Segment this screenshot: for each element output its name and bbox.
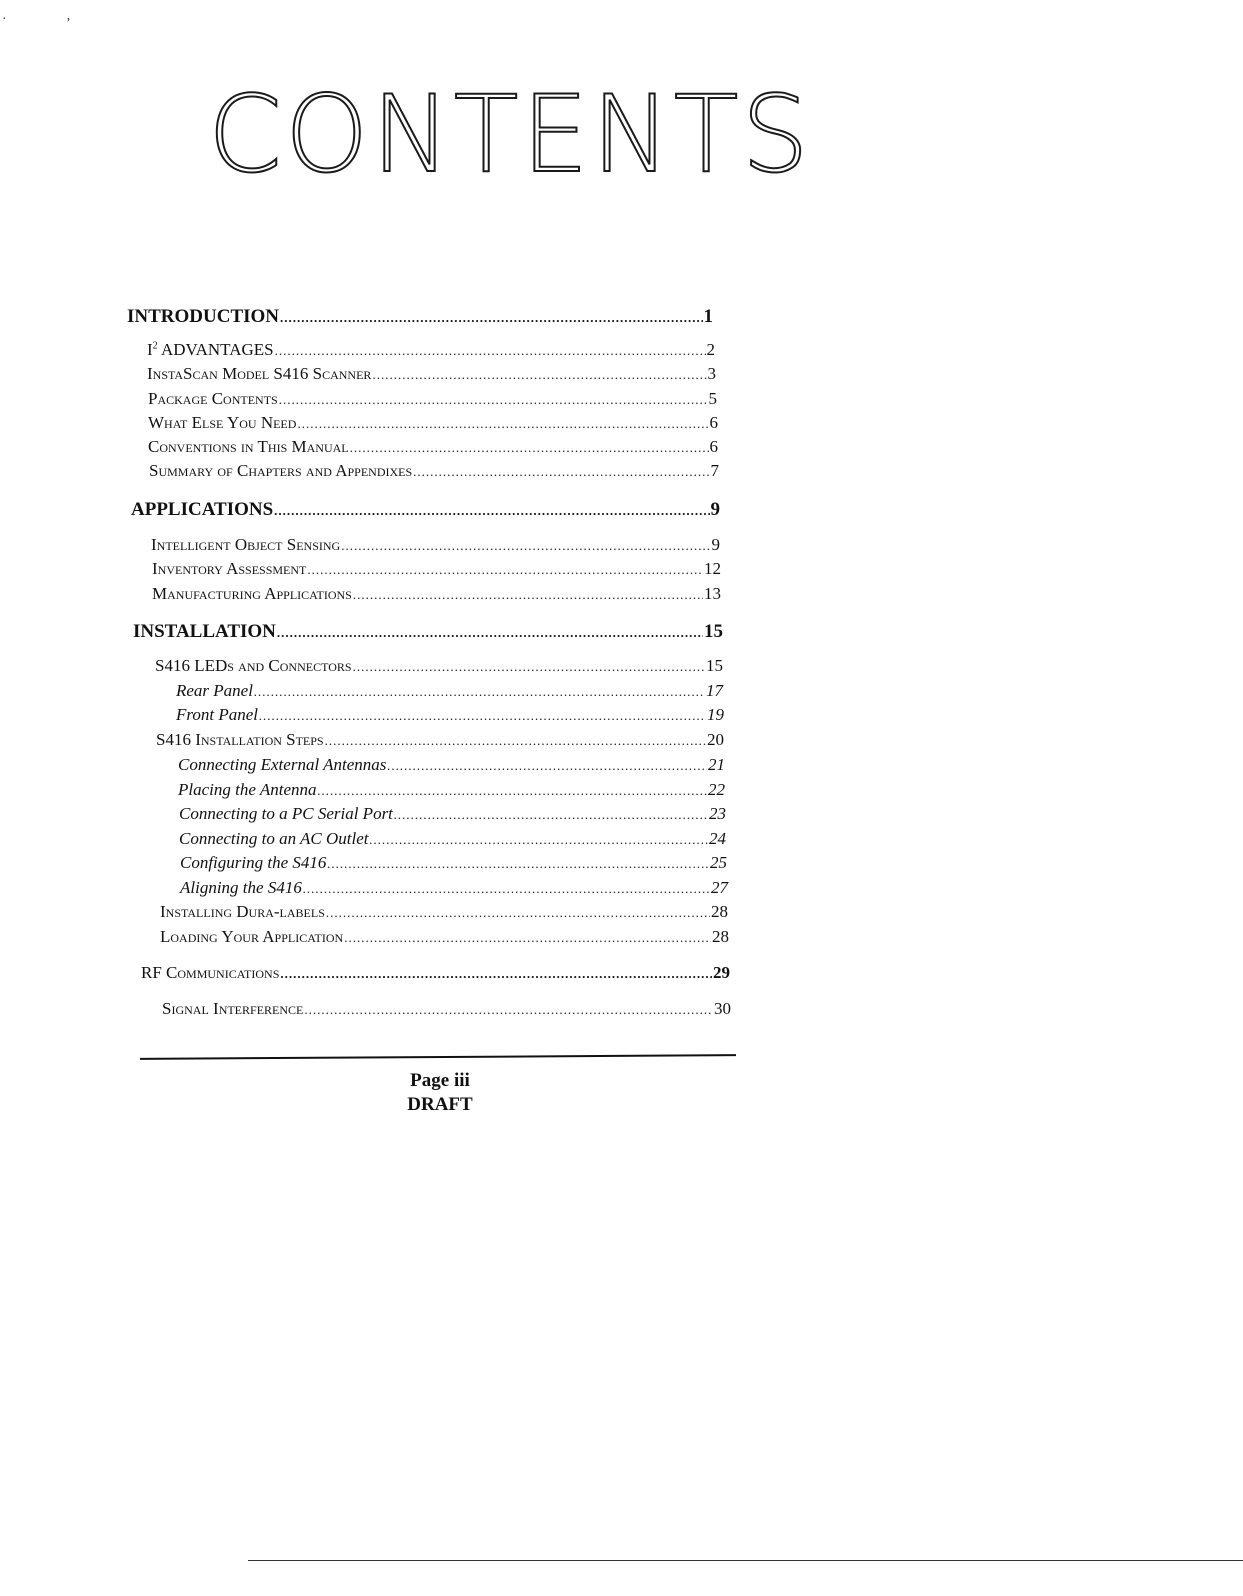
toc-label: Manufacturing Applications — [152, 584, 352, 603]
toc-page-number: 13 — [704, 584, 721, 603]
toc-page-number: 3 — [707, 364, 716, 383]
toc-page-number: 20 — [707, 730, 724, 749]
toc-leader-dots — [325, 733, 706, 749]
toc-label — [147, 340, 274, 360]
toc-label: Front Panel — [176, 705, 258, 724]
toc-page-number: 12 — [704, 559, 721, 578]
toc-section-signal-interference[interactable] — [162, 999, 731, 1019]
toc-page-number: 9 — [711, 535, 720, 554]
toc-label: INSTALLATION — [133, 621, 276, 642]
toc-leader-dots — [318, 783, 708, 799]
toc-chapter-rf-communications[interactable] — [141, 963, 730, 983]
toc-page-number: 21 — [708, 755, 725, 774]
toc-leader-dots — [259, 708, 706, 724]
toc-section-conventions[interactable] — [148, 437, 718, 457]
toc-chapter-installation[interactable] — [133, 621, 723, 643]
toc-subsection-rear-panel[interactable] — [176, 681, 723, 701]
toc-leader-dots — [341, 538, 710, 554]
toc-leader-dots — [280, 966, 712, 982]
toc-label: Connecting External Antennas — [178, 755, 387, 774]
toc-label: S416 Installation Steps — [156, 730, 324, 749]
toc-label: Summary of Chapters and Appendixes — [149, 461, 413, 480]
toc-leader-dots — [344, 930, 711, 946]
toc-label: Connecting to an AC Outlet — [179, 829, 369, 848]
toc-page-number: 1 — [703, 306, 713, 327]
toc-leader-dots — [394, 807, 708, 823]
toc-chapter-applications[interactable] — [131, 499, 720, 521]
toc-section-i2-advantages[interactable] — [147, 340, 715, 360]
toc-leader-dots — [387, 758, 707, 774]
toc-label-prefix: I — [147, 340, 153, 359]
toc-label: Inventory Assessment — [152, 559, 307, 578]
toc-label: S416 LEDs and Connectors — [155, 656, 352, 675]
footer-divider — [140, 1054, 736, 1060]
toc-label: Signal Interference — [162, 999, 304, 1018]
toc-page-number: 9 — [710, 499, 720, 520]
toc-page-number: 17 — [706, 681, 723, 700]
toc-chapter-introduction[interactable] — [127, 306, 713, 328]
toc-label: What Else You Need — [148, 413, 297, 432]
toc-label: Rear Panel — [176, 681, 253, 700]
toc-label: Aligning the S416 — [180, 878, 302, 897]
toc-subsection-placing-antenna[interactable] — [178, 780, 725, 800]
toc-page-number: 29 — [713, 963, 730, 982]
toc-section-summary[interactable] — [149, 461, 719, 481]
toc-subsection-external-antennas[interactable] — [178, 755, 725, 775]
toc-page-number: 6 — [709, 437, 718, 456]
toc-page-number: 7 — [710, 461, 719, 480]
page-number: Page iii — [410, 1070, 470, 1091]
toc-leader-dots — [279, 392, 708, 408]
toc-label: InstaScan Model S416 Scanner — [147, 364, 372, 383]
toc-label: Installing Dura-labels — [160, 902, 325, 921]
toc-label: Configuring the S416 — [180, 853, 327, 872]
toc-label: APPLICATIONS — [131, 499, 274, 520]
toc-leader-dots — [350, 440, 709, 456]
scan-speck: ʼ — [66, 16, 71, 31]
toc-leader-dots — [413, 464, 709, 480]
toc-page-number: 28 — [712, 927, 729, 946]
toc-page-number: 25 — [710, 853, 727, 872]
toc-subsection-ac-outlet[interactable] — [179, 829, 726, 849]
toc-leader-dots — [277, 625, 703, 641]
toc-page-number: 6 — [709, 413, 718, 432]
toc-leader-dots — [254, 684, 705, 700]
toc-leader-dots — [370, 832, 708, 848]
toc-page-number: 30 — [714, 999, 731, 1018]
toc-label: Intelligent Object Sensing — [151, 535, 341, 554]
toc-page-number: 5 — [708, 389, 717, 408]
toc-leader-dots — [353, 587, 703, 603]
toc-section-instascan[interactable] — [147, 364, 716, 384]
toc-page-number: 28 — [711, 902, 728, 921]
toc-label: Connecting to a PC Serial Port — [179, 804, 393, 823]
toc-section-dura-labels[interactable] — [160, 902, 728, 922]
toc-leader-dots — [327, 856, 709, 872]
toc-section-inventory[interactable] — [152, 559, 721, 579]
toc-page-number: 22 — [708, 780, 725, 799]
toc-page-number: 27 — [711, 878, 728, 897]
superscript: 2 — [152, 340, 158, 352]
toc-leader-dots — [353, 659, 705, 675]
toc-subsection-front-panel[interactable] — [176, 705, 724, 725]
draft-label: DRAFT — [407, 1094, 473, 1115]
toc-leader-dots — [297, 416, 708, 432]
toc-section-leds-connectors[interactable] — [155, 656, 723, 676]
toc-leader-dots — [326, 905, 710, 921]
toc-subsection-configuring[interactable] — [180, 853, 727, 873]
toc-label: Conventions in This Manual — [148, 437, 349, 456]
toc-label: INTRODUCTION — [127, 306, 280, 327]
toc-section-what-else[interactable] — [148, 413, 718, 433]
toc-page-number: 2 — [706, 340, 715, 359]
toc-leader-dots — [303, 881, 710, 897]
toc-label: Package Contents — [148, 389, 278, 408]
toc-leader-dots — [304, 1002, 713, 1018]
toc-page-number: 15 — [706, 656, 723, 675]
scan-speck: · — [2, 12, 7, 27]
toc-page-number: 23 — [709, 804, 726, 823]
page-title: CONTENTS — [208, 73, 812, 196]
toc-leader-dots — [274, 503, 709, 519]
toc-label: Loading Your Application — [160, 927, 344, 946]
toc-leader-dots — [275, 343, 706, 359]
toc-leader-dots — [280, 310, 702, 326]
toc-leader-dots — [307, 562, 703, 578]
toc-section-intelligent-object-sensing[interactable] — [151, 535, 720, 555]
toc-page-number: 19 — [707, 705, 724, 724]
toc-page-number: 24 — [709, 829, 726, 848]
toc-label: Placing the Antenna — [178, 780, 317, 799]
toc-section-loading-application[interactable] — [160, 927, 729, 947]
bottom-edge-line — [248, 1560, 1243, 1561]
toc-leader-dots — [372, 367, 706, 383]
toc-label: RF Communications — [141, 963, 280, 982]
toc-subsection-aligning[interactable] — [180, 878, 728, 898]
toc-section-manufacturing[interactable] — [152, 584, 721, 604]
toc-section-installation-steps[interactable] — [156, 730, 724, 750]
toc-page-number: 15 — [704, 621, 723, 642]
toc-section-package-contents[interactable] — [148, 389, 717, 409]
toc-label-text: ADVANTAGES — [157, 340, 274, 359]
toc-subsection-pc-serial-port[interactable] — [179, 804, 726, 824]
